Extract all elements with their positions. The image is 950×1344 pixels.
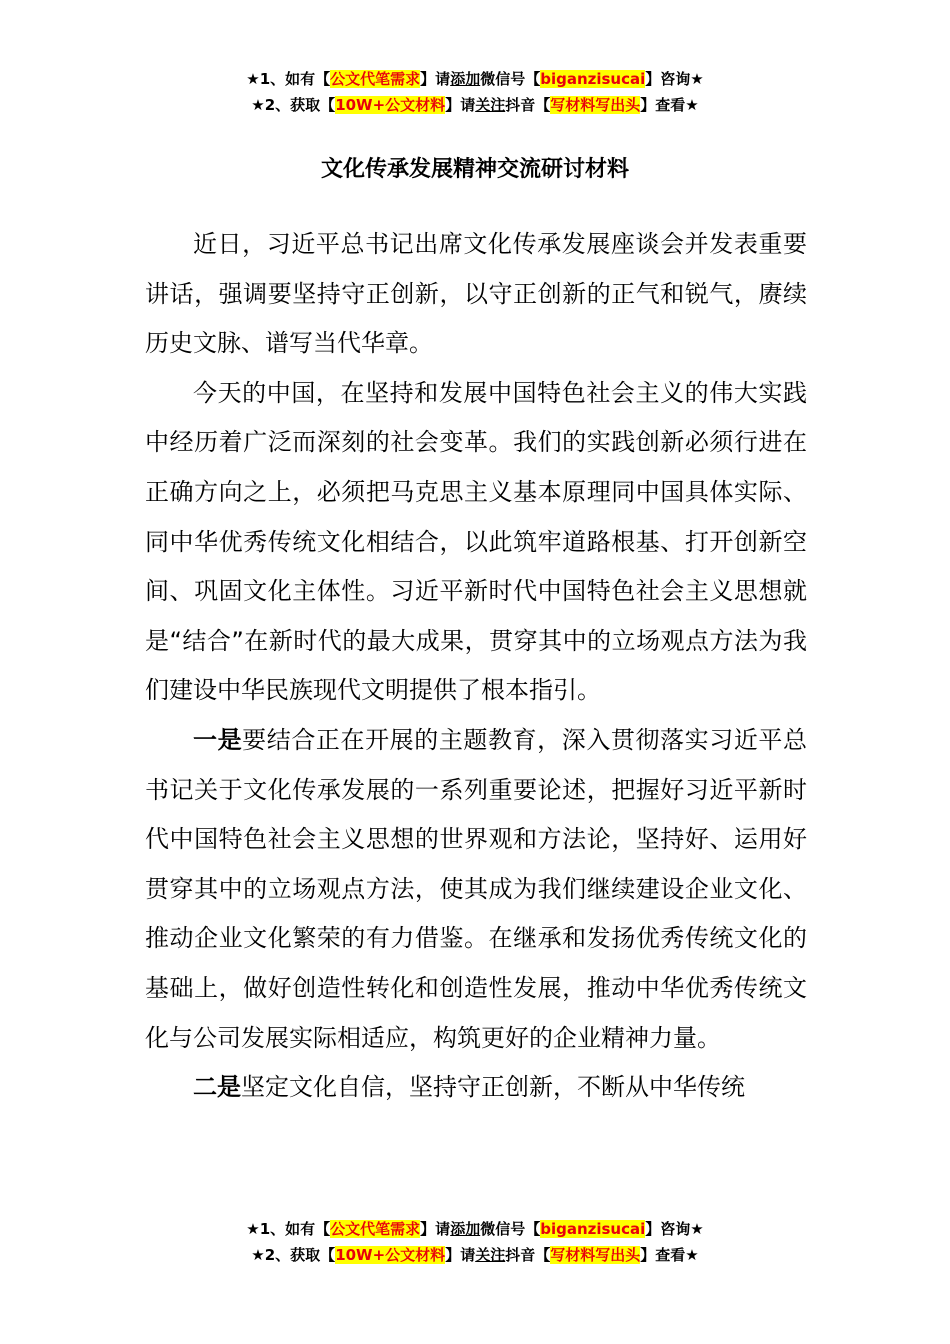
paragraph-text: 要结合正在开展的主题教育，深入贯彻落实习近平总书记关于文化传承发展的一系列重要论述，把握好习近平新时代中国特色社会主义思想的世界观和方法论，坚持好、运用好贯穿其中的立场观点方法，使其成为我们继续建设企业文化、推动企业文化繁荣的有力借鉴。在继承和发扬优秀传统文化的基础上，做好创造性转化和创造性发展，推动中华优秀传统文化与公司发展实际相适应，构筑更好的企业精神力量。 [145, 725, 808, 1052]
header-promo-banner [0, 66, 950, 118]
promo-text: 】查看★ [640, 1246, 699, 1264]
promo-text: ★1、如有【 [246, 70, 331, 88]
promo-text: 抖音【 [505, 1246, 551, 1264]
promo-line-2 [0, 1242, 950, 1268]
paragraph-text: 近日，习近平总书记出席文化传承发展座谈会并发表重要讲话，强调要坚持守正创新，以守正创新的正气和锐气，赓续历史文脉、谱写当代华章。 [145, 230, 807, 358]
promo-highlight: 公文代笔需求 [330, 1220, 421, 1238]
promo-highlight: 10W+公文材料 [335, 96, 446, 114]
promo-line-1 [0, 66, 950, 92]
paragraph-text: 坚定文化自信，坚持守正创新，不断从中华传统 [241, 1073, 745, 1102]
footer-promo-banner [0, 1216, 950, 1268]
promo-text: 】请 [420, 70, 451, 88]
promo-underlined: 关注 [475, 1246, 506, 1264]
paragraph-lead: 二是 [193, 1073, 241, 1102]
body-paragraph [145, 1063, 807, 1113]
promo-text: 】咨询★ [645, 70, 704, 88]
promo-text: ★2、获取【 [251, 1246, 336, 1264]
promo-text: 】请 [445, 96, 476, 114]
promo-highlight: 10W+公文材料 [335, 1246, 446, 1264]
body-paragraph [145, 369, 807, 716]
promo-underlined: 关注 [475, 96, 506, 114]
paragraph-lead: 一是 [193, 725, 243, 754]
promo-text: 】请 [420, 1220, 451, 1238]
promo-underlined: 添加 [450, 70, 481, 88]
promo-highlight: 公文代笔需求 [330, 70, 421, 88]
promo-text: 】咨询★ [645, 1220, 704, 1238]
promo-text: 微信号【 [480, 1220, 541, 1238]
promo-highlight: 写材料写出头 [550, 1246, 641, 1264]
promo-highlight: biganzisucai [540, 70, 646, 88]
document-title: 文化传承发展精神交流研讨材料 [320, 157, 629, 182]
promo-text: ★2、获取【 [251, 96, 336, 114]
promo-underlined: 添加 [450, 1220, 481, 1238]
promo-text: 】请 [445, 1246, 476, 1264]
promo-text: 抖音【 [505, 96, 551, 114]
document-body [145, 220, 807, 1113]
body-paragraph [145, 220, 807, 369]
promo-line-1 [0, 1216, 950, 1242]
promo-line-2 [0, 92, 950, 118]
paragraph-text: 今天的中国，在坚持和发展中国特色社会主义的伟大实践中经历着广泛而深刻的社会变革。我们的实践创新必须行进在正确方向之上，必须把马克思主义基本原理同中国具体实际、同中华优秀传统文化相结合，以此筑牢道路根基、打开创新空间、巩固文化主体性。习近平新时代中国特色社会主义思想就是“结合”在新时代的最大成果，贯穿其中的立场观点方法为我们建设中华民族现代文明提供了根本指引。 [145, 378, 807, 705]
promo-text: 微信号【 [480, 70, 541, 88]
body-paragraph [145, 716, 807, 1063]
promo-text: ★1、如有【 [246, 1220, 331, 1238]
promo-highlight: biganzisucai [540, 1220, 646, 1238]
promo-highlight: 写材料写出头 [550, 96, 641, 114]
promo-text: 】查看★ [640, 96, 699, 114]
